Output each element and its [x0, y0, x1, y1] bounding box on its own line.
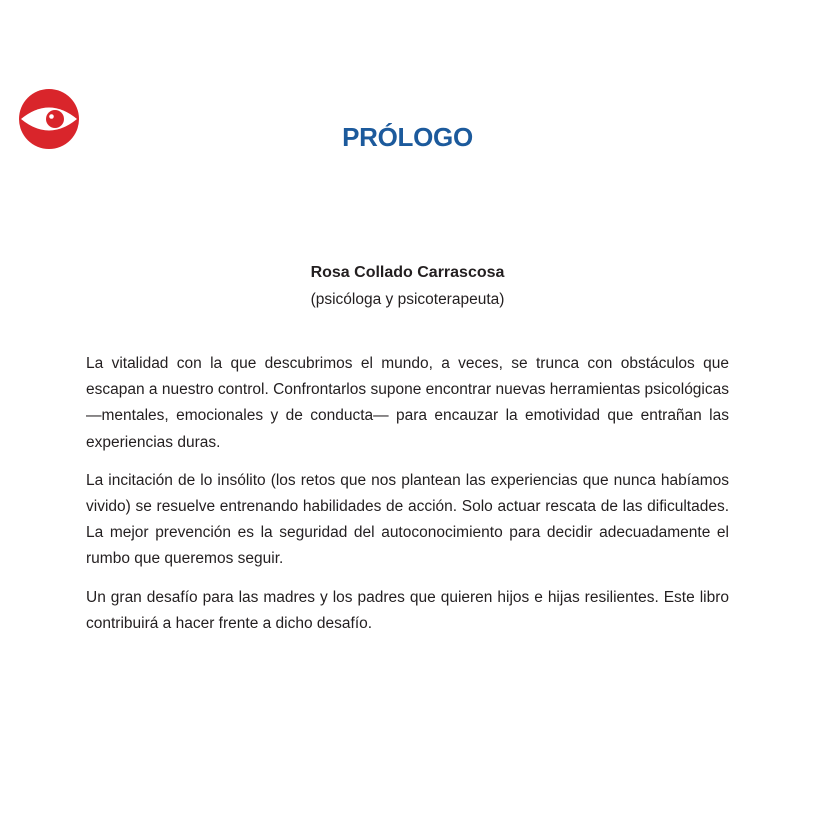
page-title: PRÓLOGO: [342, 122, 473, 152]
prologue-body: [86, 351, 729, 649]
paragraph: Un gran desafío para las madres y los padres que quieren hijos e hijas resilientes. Este libro contribuirá a hacer frente a dicho desafío.: [86, 588, 729, 632]
author-block: [0, 262, 815, 311]
author-role: (psicóloga y psicoterapeuta): [310, 291, 505, 308]
paragraph: La incitación de lo insólito (los retos que nos plantean las experiencias que nunca habíamos vivido) se resuelve entrenando habilidades de acción. Solo actuar rescata de las dificultades. La mejor prevención es la seguridad del autoconocimiento para decidir adecuadamente el rumbo que queremos seguir.: [86, 471, 729, 568]
paragraph: La vitalidad con la que descubrimos el mundo, a veces, se trunca con obstáculos que escapan a nuestro control. Confrontarlos supone encontrar nuevas herramientas psicológicas —mentales, emocionales y de conducta— para encauzar la emotividad que entrañan las experiencias duras.: [86, 355, 729, 451]
author-name: Rosa Collado Carrascosa: [310, 264, 505, 281]
